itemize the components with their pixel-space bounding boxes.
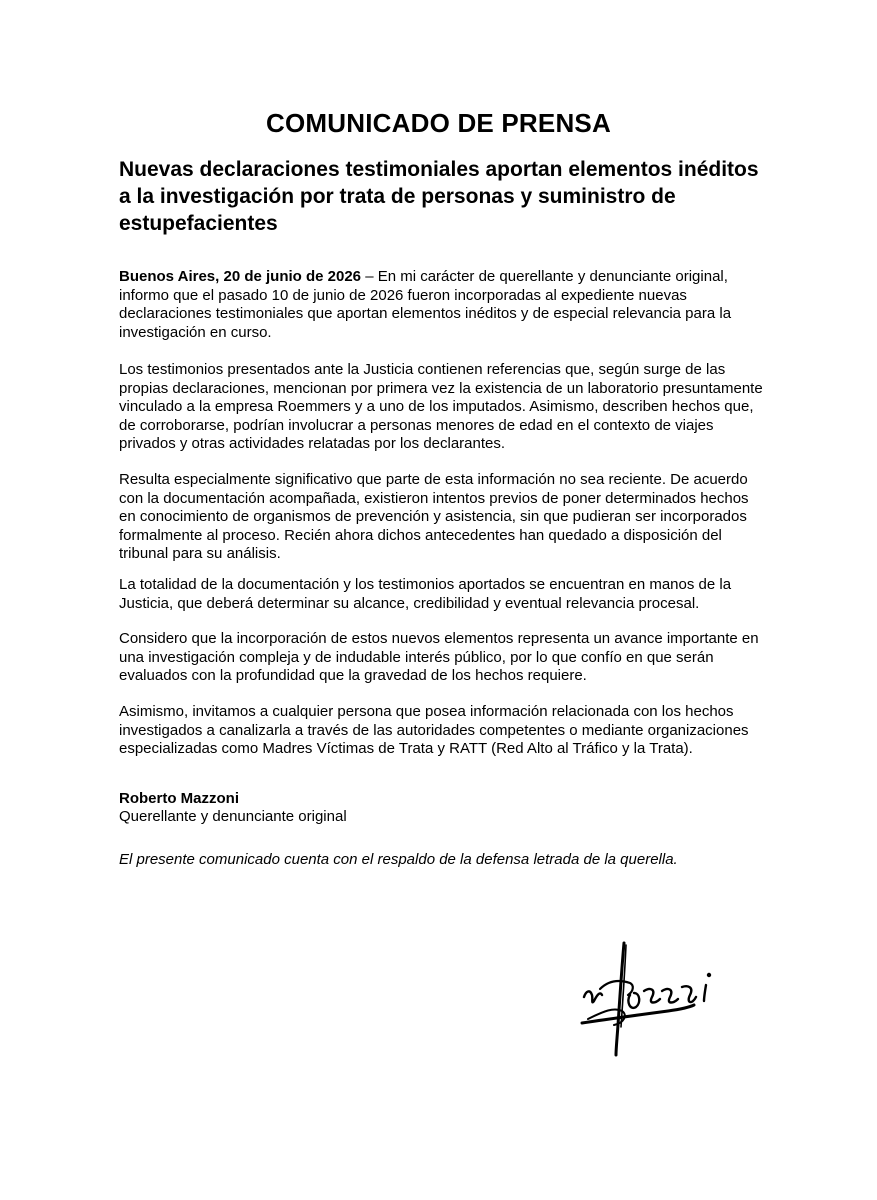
dateline: Buenos Aires, 20 de junio de 2026	[119, 268, 362, 285]
headline: Nuevas declaraciones testimoniales aportan elementos inéditos a la investigación por trata de personas y suministro de estupefacientes	[119, 158, 759, 235]
handwritten-signature	[578, 935, 728, 1060]
signer-role: Querellante y denunciante original	[119, 808, 347, 825]
paragraph-testimonies: Los testimonios presentados ante la Justicia contienen referencias que, según surge de las propias declaraciones, mencionan por primera vez la existencia de un laboratorio presuntamente vinculado a la empresa Roemmers y a uno de los imputados. Asimismo, describen hechos que, de corroborarse, podrían involucrar a personas menores de edad en el contexto de viajes privados y otras actividades relatadas por los declarantes.	[119, 361, 763, 452]
paragraph-invitation: Asimismo, invitamos a cualquier persona que posea información relacionada con los hechos investigados a canalizarla a través de las autoridades competentes o mediante organizaciones especializadas como Madres Víctimas de Trata y RATT (Red Alto al Tráfico y la Trata).	[119, 703, 749, 757]
closing-note: El presente comunicado cuenta con el respaldo de la defensa letrada de la querella.	[119, 851, 678, 868]
paragraph-assessment: Considero que la incorporación de estos nuevos elementos representa un avance importante en una investigación compleja y de indudable interés público, por lo que confío en que serán evaluados con la profundidad que la gravedad de los hechos requiere.	[119, 630, 759, 684]
page-title: COMUNICADO DE PRENSA	[266, 108, 611, 138]
paragraph-justice: La totalidad de la documentación y los testimonios aportados se encuentran en manos de la Justicia, que deberá determinar su alcance, credibilidad y eventual relevancia procesal.	[119, 576, 732, 612]
paragraph-intro-text: – En mi carácter de querellante y denunciante original, informo que el pasado 10 de junio de 2026 fueron incorporadas al expediente nuevas declaraciones testimoniales que aportan elementos inéditos y de especial relevancia para la investigación en curso.	[119, 268, 732, 341]
paragraph-background: Resulta especialmente significativo que parte de esta información no sea reciente. De acuerdo con la documentación acompañada, existieron intentos previos de poner determinados hechos en conocimiento de organismos de prevención y asistencia, sin que pudieran ser incorporados formalmente al proceso. Recién ahora dichos antecedentes han quedado a disposición del tribunal para su análisis.	[119, 471, 749, 562]
signer-name: Roberto Mazzoni	[119, 790, 239, 807]
paragraph-intro	[119, 268, 769, 342]
